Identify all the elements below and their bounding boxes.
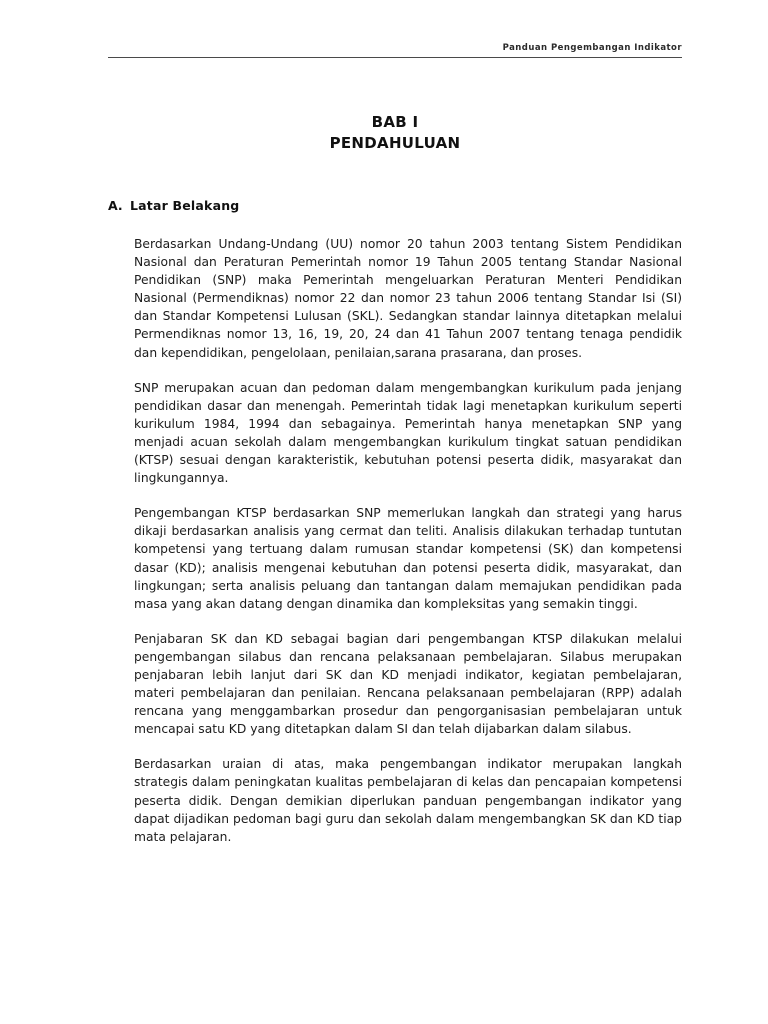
- chapter-title-line-1: BAB I: [371, 113, 419, 131]
- section-letter: A.: [108, 198, 123, 213]
- body-paragraph: Berdasarkan Undang-Undang (UU) nomor 20 tahun 2003 tentang Sistem Pendidikan Nasional dan Peraturan Pemerintah nomor 19 Tahun 2005 tentang Standar Nasional Pendidikan (SNP) maka Pemerintah mengeluarkan Peraturan Menteri Pendidikan Nasional (Permendiknas) nomor 22 dan nomor 23 tahun 2006 tentang Standar Isi (SI) dan Standar Kompetensi Lulusan (SKL). Sedangkan standar lainnya ditetapkan melalui Permendiknas nomor 13, 16, 19, 20, 24 dan 41 Tahun 2007 tentang tenaga pendidik dan kependidikan, pengelolaan, penilaian,sarana prasarana, dan proses.: [134, 237, 682, 360]
- section-heading: [108, 198, 682, 213]
- body-paragraph: Pengembangan KTSP berdasarkan SNP memerlukan langkah dan strategi yang harus dikaji berdasarkan analisis yang cermat dan teliti. Analisis dilakukan terhadap tuntutan kompetensi yang tertuang dalam rumusan standar kompetensi (SK) dan kompetensi dasar (KD); analisis mengenai kebutuhan dan potensi peserta didik, masyarakat, dan lingkungan; serta analisis peluang dan tantangan dalam memajukan pendidikan pada masa yang akan datang dengan dinamika dan kompleksitas yang semakin tinggi.: [134, 506, 682, 611]
- document-content: [108, 112, 682, 846]
- body-paragraph: SNP merupakan acuan dan pedoman dalam mengembangkan kurikulum pada jenjang pendidikan dasar dan menengah. Pemerintah tidak lagi menetapkan kurikulum seperti kurikulum 1984, 1994 dan sebagainya. Pemerintah hanya menetapkan SNP yang menjadi acuan sekolah dalam mengembangkan kurikulum tingkat satuan pendidikan (KTSP) sesuai dengan karakteristik, kebutuhan potensi peserta didik, masyarakat dan lingkungannya.: [134, 380, 682, 486]
- chapter-title: [108, 112, 682, 154]
- running-header-title: Panduan Pengembangan Indikator: [502, 43, 682, 53]
- section-heading-label: Latar Belakang: [130, 198, 240, 213]
- chapter-title-line-2: PENDAHULUAN: [329, 134, 461, 152]
- page-header: [108, 42, 682, 58]
- body-paragraphs: [134, 235, 682, 846]
- body-paragraph: Penjabaran SK dan KD sebagai bagian dari pengembangan KTSP dilakukan melalui pengembangan silabus dan rencana pelaksanaan pembelajaran. Silabus merupakan penjabaran lebih lanjut dari SK dan KD menjadi indikator, kegiatan pembelajaran, materi pembelajaran dan penilaian. Rencana pelaksanaan pembelajaran (RPP) adalah rencana yang menggambarkan prosedur dan pengorganisasian pembelajaran untuk mencapai satu KD yang ditetapkan dalam SI dan telah dijabarkan dalam silabus.: [134, 631, 682, 737]
- body-paragraph: Berdasarkan uraian di atas, maka pengembangan indikator merupakan langkah strategis dalam peningkatan kualitas pembelajaran di kelas dan pencapaian kompetensi peserta didik. Dengan demikian diperlukan panduan pengembangan indikator yang dapat dijadikan pedoman bagi guru dan sekolah dalam mengembangkan SK dan KD tiap mata pelajaran.: [134, 757, 682, 844]
- header-divider-rule: [108, 57, 682, 58]
